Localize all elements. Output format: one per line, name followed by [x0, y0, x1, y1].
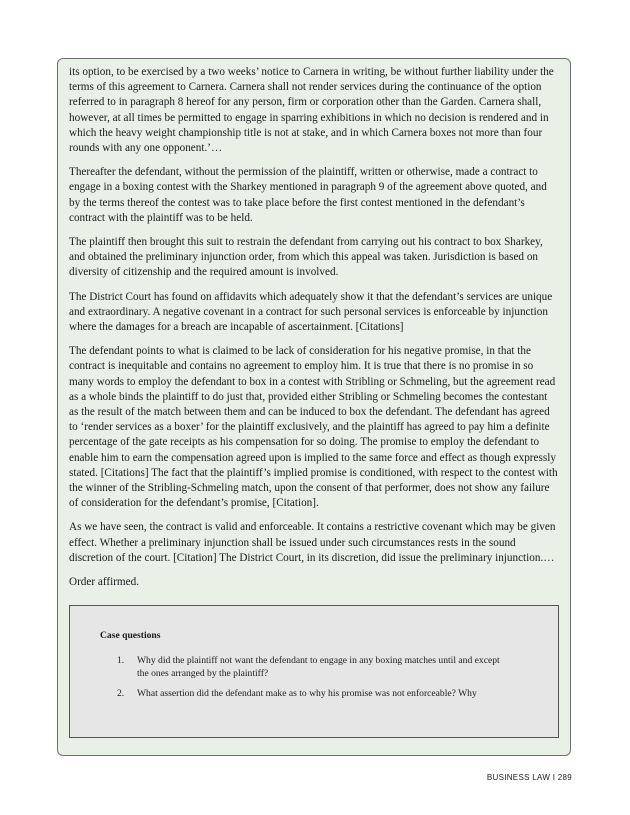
question-text: What assertion did the defendant make as to why his promise was not enforceable? Why: [137, 688, 477, 699]
paragraph-order-affirmed: Order affirmed.: [69, 576, 139, 589]
case-questions-title: Case questions: [100, 630, 161, 641]
question-text: Why did the plaintiff not want the defendant to engage in any boxing matches until and except the ones arranged by the plaintiff?: [137, 655, 500, 679]
paragraph: The plaintiff then brought this suit to restrain the defendant from carrying out his contract to box Sharkey, and obtained the preliminary injunction order, from which this appeal was taken. Jurisdiction is based on diversity of citizenship and the required amount is involved.: [69, 236, 543, 279]
paragraph: Thereafter the defendant, without the permission of the plaintiff, written or otherwise, made a contract to engage in a boxing contest with the Sharkey mentioned in paragraph 9 of the agreement above quoted, and by the terms thereof the contest was to take place before the first contest mentioned in the defendant’s contract with the plaintiff was to be held.: [69, 166, 547, 224]
page-footer: BUSINESS LAW I 289: [486, 773, 572, 782]
case-question: [100, 687, 507, 700]
question-number: 2.: [117, 688, 125, 699]
case-question: [100, 654, 507, 680]
case-questions-box: [69, 605, 559, 738]
question-number: 1.: [117, 655, 125, 666]
paragraph: The defendant points to what is claimed to be lack of consideration for his negative promise, in that the contract is inequitable and contains no agreement to employ him. It is true that there is no promise in so many words to employ the defendant to box in a contest with Stribling or Schmeling, but the agreement read as a whole binds the plaintiff to do just that, provided either Stribling or Schmeling becomes the contestant as the result of the match between them and can be induced to box the defendant. The defendant has agreed to ‘render services as a boxer’ for the plaintiff exclusively, and the plaintiff has agreed to pay him a definite percentage of the gate receipts as his compensation for so doing. The promise to employ the defendant to enable him to earn the compensation agreed upon is implied to the same force and effect as though expressly stated. [Citations] The fact that the plaintiff’s implied promise is conditioned, with respect to the contest with the winner of the Stribling-Schmeling match, upon the consent of that performer, does not show any failure of consideration for the defendant’s promise, [Citation].: [69, 345, 558, 510]
paragraph: As we have seen, the contract is valid and enforceable. It contains a restrictive covenant which may be given effect. Whether a preliminary injunction shall be issued under such circumstances rests in the sound discretion of the court. [Citation] The District Court, in its discretion, did issue the preliminary injunction.…: [69, 521, 556, 564]
case-questions-list: [100, 654, 558, 700]
paragraph: The District Court has found on affidavits which adequately show it that the defendant’s services are unique and extraordinary. A negative covenant in a contract for such personal services is enforceable by injunction where the damages for a breach are incapable of ascertainment. [Citations]: [69, 290, 553, 334]
paragraph: its option, to be exercised by a two weeks’ notice to Carnera in writing, be without further liability under the terms of this agreement to Carnera. Carnera shall not render services during the continuance of the option referred to in paragraph 8 hereof for any person, firm or corporation other than the Garden. Carnera shall, however, at all times be permitted to engage in sparring exhibitions in which no decision is rendered and in which the heavy weight championship title is not at stake, and in which Carnera boxes not more than four rounds with any one opponent.’…: [69, 66, 554, 155]
